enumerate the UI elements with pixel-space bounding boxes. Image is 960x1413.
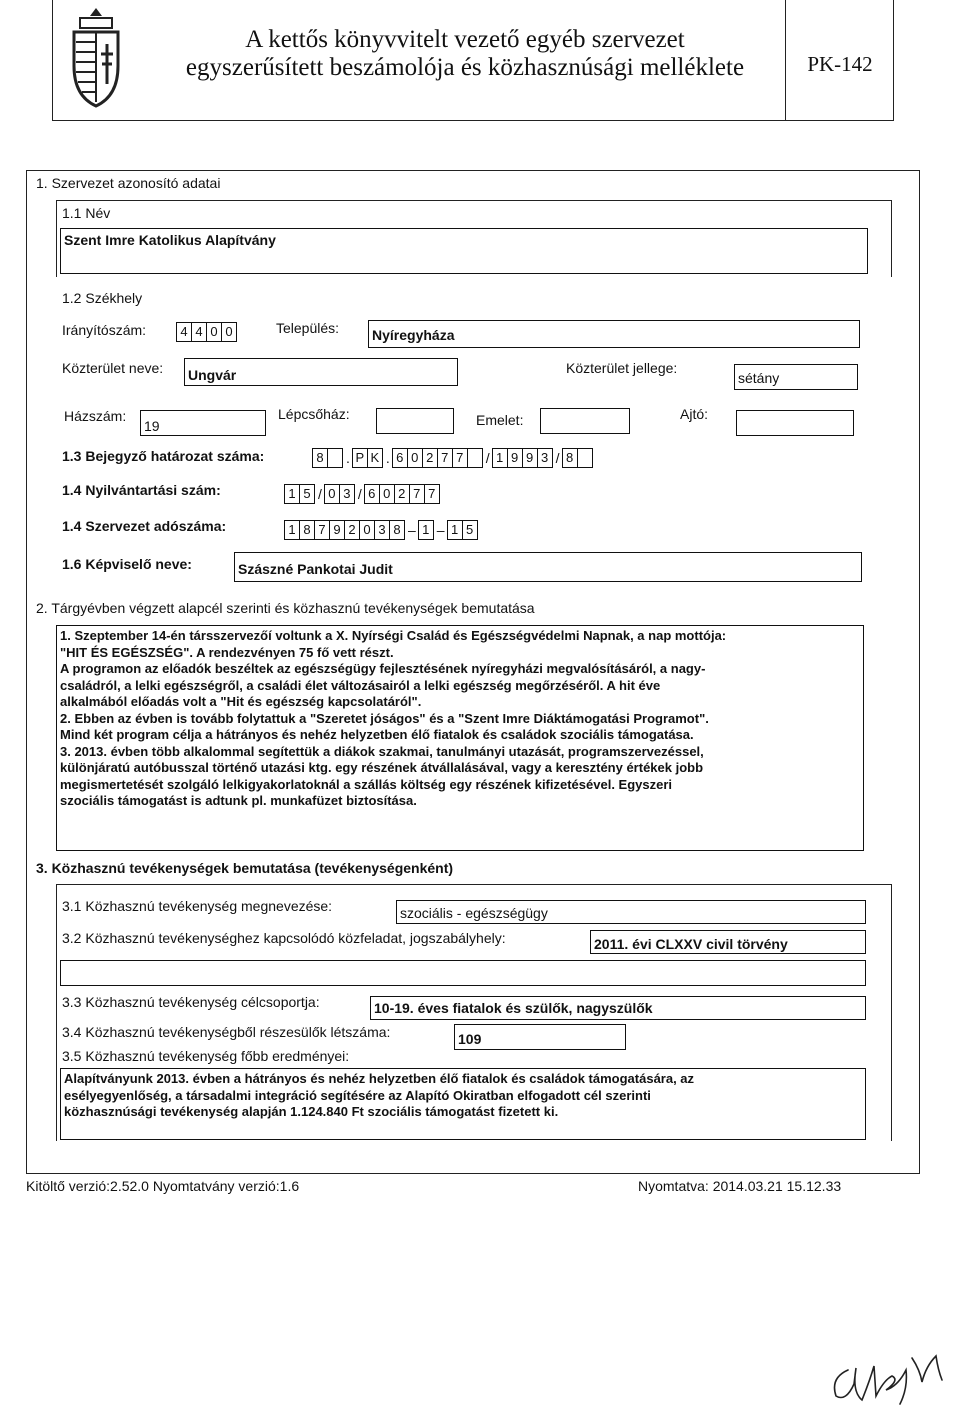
activity-name-label: 3.1 Közhasznú tevékenység megnevezése: [62, 898, 333, 914]
results-description[interactable] [60, 1068, 866, 1140]
form-title-line-1: A kettős könyvvitelt vezető egyéb szervezet [245, 26, 685, 53]
separator-slash: / [485, 450, 490, 466]
tax-cell[interactable]: 1 [284, 520, 300, 540]
decision-cell[interactable]: 7 [452, 448, 468, 468]
registry-cell[interactable]: 7 [409, 484, 425, 504]
header-divider [785, 0, 786, 120]
zip-digit[interactable]: 0 [206, 322, 222, 342]
target-group-field[interactable]: 10-19. éves fiatalok és szülők, nagyszülők [370, 996, 866, 1020]
court-decision-label: 1.3 Bejegyző határozat száma: [62, 448, 265, 464]
registry-cell[interactable]: 7 [424, 484, 440, 504]
separator-dash: – [408, 522, 416, 538]
decision-cell[interactable] [577, 448, 593, 468]
tax-cell[interactable]: 9 [329, 520, 345, 540]
registry-cell[interactable]: 3 [339, 484, 355, 504]
hungarian-coat-of-arms-icon [60, 4, 132, 114]
zip-code-cells[interactable] [176, 322, 237, 342]
street-label: Közterület neve: [62, 360, 164, 376]
decision-cell[interactable]: 2 [422, 448, 438, 468]
activity-text-line: A programon az előadók beszéltek az egészségügy fejlesztésének nyíregyházi megvalósításáról, a nagy- [60, 661, 706, 676]
activity-text-line: alkalmából előadás volt a "Hit és egészség kapcsolatáról". [60, 694, 422, 709]
decision-cell[interactable]: 0 [407, 448, 423, 468]
registry-number-cells[interactable] [284, 484, 440, 504]
court-decision-cells[interactable] [312, 448, 593, 468]
results-label: 3.5 Közhasznú tevékenység főbb eredményei: [62, 1048, 350, 1064]
zip-digit[interactable]: 4 [176, 322, 192, 342]
registry-cell[interactable]: 2 [394, 484, 410, 504]
tax-cell[interactable]: 7 [314, 520, 330, 540]
section-1-title: 1. Szervezet azonosító adatai [36, 175, 221, 191]
door-field[interactable] [736, 410, 854, 436]
stairway-field[interactable] [376, 408, 454, 434]
name-label: 1.1 Név [62, 205, 111, 221]
representative-field[interactable]: Szászné Pankotai Judit [234, 552, 862, 582]
separator-dot: . [346, 450, 350, 466]
decision-cell[interactable]: P [352, 448, 368, 468]
decision-cell[interactable]: 6 [392, 448, 408, 468]
tax-cell[interactable]: 8 [299, 520, 315, 540]
zip-digit[interactable]: 0 [221, 322, 237, 342]
tax-cell[interactable]: 3 [374, 520, 390, 540]
version-info: Kitöltő verzió:2.52.0 Nyomtatvány verzió:1.6 [26, 1178, 300, 1194]
house-number-label: Házszám: [64, 408, 127, 424]
house-number-field[interactable]: 19 [140, 410, 266, 436]
activity-text-line: Mind két program célja a hátrányos és nehéz helyzetben élő fiatalok és családok szociális támogatása. [60, 727, 694, 742]
tax-cell[interactable]: 0 [359, 520, 375, 540]
registry-cell[interactable]: 1 [284, 484, 300, 504]
participants-label: 3.4 Közhasznú tevékenységből részesülők létszáma: [62, 1024, 391, 1040]
separator-dot: . [385, 450, 390, 466]
participants-field[interactable]: 109 [454, 1024, 626, 1050]
separator-slash: / [357, 486, 362, 502]
stairway-label: Lépcsőház: [278, 406, 350, 422]
handwritten-signature-icon [826, 1340, 956, 1410]
city-field[interactable]: Nyíregyháza [368, 320, 860, 348]
decision-cell[interactable]: 7 [437, 448, 453, 468]
zip-label: Irányítószám: [62, 322, 147, 338]
tax-number-cells[interactable] [284, 520, 478, 540]
street-field[interactable]: Ungvár [184, 358, 458, 386]
registry-cell[interactable]: 0 [324, 484, 340, 504]
decision-cell[interactable]: K [367, 448, 383, 468]
floor-field[interactable] [540, 408, 630, 434]
form-code: PK-142 [807, 52, 873, 76]
decision-cell[interactable]: 3 [537, 448, 553, 468]
results-text-line: esélyegyenlőség, a társadalmi integráció segítésére az Alapító Okiratban elfogadott cél szerinti [64, 1087, 651, 1103]
separator-slash: / [555, 450, 560, 466]
organization-name-field[interactable]: Szent Imre Katolikus Alapítvány [60, 228, 868, 274]
separator-dash: – [436, 522, 445, 538]
street-type-label: Közterület jellege: [566, 360, 678, 376]
activity-name-field[interactable]: szociális - egészségügy [396, 900, 866, 924]
public-task-extra-field[interactable] [60, 960, 866, 986]
registry-number-label: 1.4 Nyilvántartási szám: [62, 482, 221, 498]
registry-cell[interactable]: 6 [364, 484, 380, 504]
separator-slash: / [318, 486, 322, 502]
decision-cell[interactable] [327, 448, 343, 468]
target-group-label: 3.3 Közhasznú tevékenység célcsoportja: [62, 994, 320, 1010]
city-label: Település: [276, 320, 340, 336]
tax-cell[interactable]: 1 [418, 520, 434, 540]
activity-text-line: megismertetését szolgáló lelkigyakorlatoknál a szállás költség egy részének kifizetésével. Egyszeri [60, 776, 673, 792]
tax-cell[interactable]: 1 [447, 520, 463, 540]
floor-label: Emelet: [476, 412, 524, 428]
tax-cell[interactable]: 2 [344, 520, 360, 540]
form-title-line-2: egyszerűsített beszámolója és közhasznúsági melléklete [185, 54, 745, 81]
section-2-title: 2. Tárgyévben végzett alapcél szerinti és közhasznú tevékenységek bemutatása [36, 600, 535, 616]
activities-description[interactable] [56, 625, 864, 851]
decision-cell[interactable]: 8 [562, 448, 578, 468]
representative-label: 1.6 Képviselő neve: [62, 556, 192, 572]
registry-cell[interactable]: 0 [379, 484, 395, 504]
activity-text-line: "HIT ÉS EGÉSZSÉG". A rendezvényen 75 fő vett részt. [60, 644, 394, 660]
decision-cell[interactable]: 8 [312, 448, 328, 468]
activity-text-line: 2. Ebben az évben is tovább folytattuk a "Szeretet jóságos" és a "Szent Imre Diáktámogatási Programot". [60, 710, 709, 726]
activity-text-line: 1. Szeptember 14-én társszervezőí voltunk a X. Nyírségi Család és Egészségvédelmi Napnak, a nap mottója: [60, 628, 727, 643]
public-task-label: 3.2 Közhasznú tevékenységhez kapcsolódó közfeladat, jogszabályhely: [62, 930, 506, 946]
results-text-line: Alapítványunk 2013. évben a hátrányos és nehéz helyzetben élő fiatalok és családok támogatására, az [64, 1071, 695, 1086]
zip-digit[interactable]: 4 [191, 322, 207, 342]
public-task-field[interactable]: 2011. évi CLXXV civil törvény [590, 930, 866, 954]
activity-text-line: szociális támogatást is adtunk pl. munkafüzet biztosítása. [60, 793, 417, 808]
decision-cell[interactable] [467, 448, 483, 468]
section-3-title: 3. Közhasznú tevékenységek bemutatása (tevékenységenként) [36, 860, 454, 876]
decision-cell[interactable]: 9 [507, 448, 523, 468]
tax-number-label: 1.4 Szervezet adószáma: [62, 518, 227, 534]
seat-label: 1.2 Székhely [62, 290, 143, 306]
activity-text-line: családról, a lelki egészségről, a családi élet változásairól a lelki egészség megőrzéséről. A hit éve [60, 677, 661, 693]
results-text-line: közhasznúsági tevékenység alapján 1.124.840 Ft szociális támogatást fizetett ki. [64, 1104, 559, 1119]
registry-cell[interactable]: 5 [299, 484, 315, 504]
activity-text-line: különjáratú autóbusszal történő utazási ktg. egy részének átvállalásával, vagy a keresztény értékek jobb [60, 760, 704, 775]
street-type-field[interactable]: sétány [734, 364, 858, 390]
tax-cell[interactable]: 5 [462, 520, 478, 540]
decision-cell[interactable]: 9 [522, 448, 538, 468]
decision-cell[interactable]: 1 [492, 448, 508, 468]
print-timestamp: Nyomtatva: 2014.03.21 15.12.33 [638, 1178, 842, 1194]
tax-cell[interactable]: 8 [389, 520, 405, 540]
door-label: Ajtó: [680, 406, 709, 422]
activity-text-line: 3. 2013. évben több alkalommal segítettük a diákok szakmai, tanulmányi utazását, programszervezéssel, [60, 743, 704, 759]
